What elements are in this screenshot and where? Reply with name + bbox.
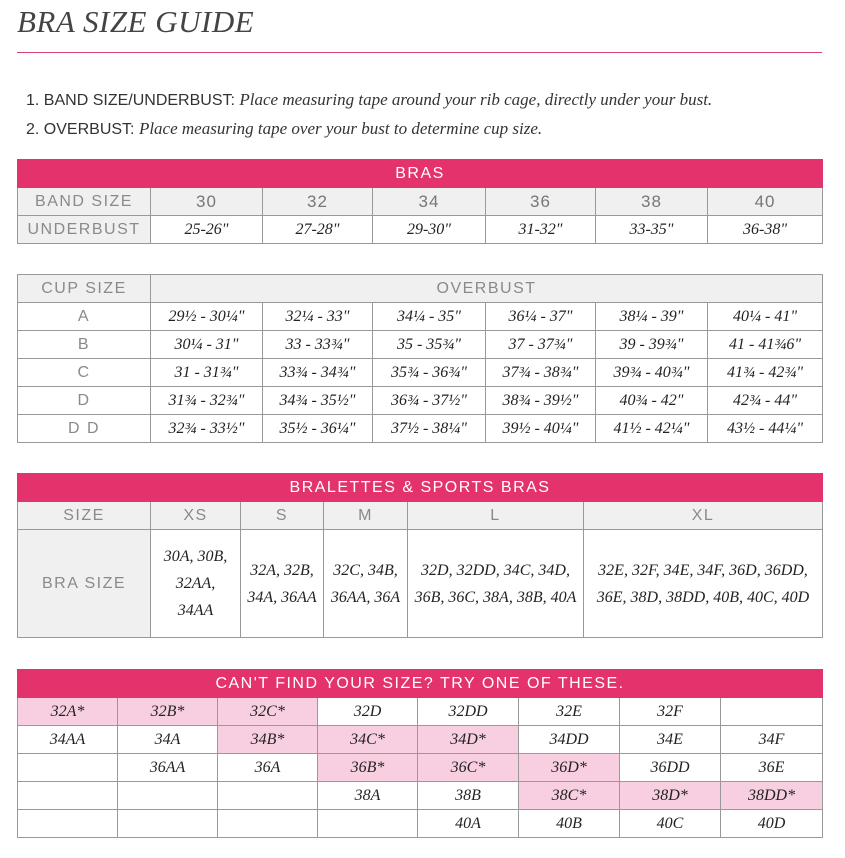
band-size-cell: 40: [708, 188, 823, 216]
measuring-instructions: [26, 86, 712, 144]
size-cell: M: [324, 502, 408, 530]
overbust-cell: 38¾ - 39½": [486, 387, 596, 415]
empty-cell: [118, 810, 218, 838]
overbust-cell: 35¾ - 36¾": [373, 359, 486, 387]
overbust-cell: 37 - 37¾": [486, 331, 596, 359]
sister-size-table: [17, 669, 823, 838]
band-size-cell: 34: [373, 188, 486, 216]
band-size-cell: 38: [596, 188, 708, 216]
empty-cell: [318, 810, 418, 838]
cup-size-table: [17, 274, 823, 443]
instruction-term: BAND SIZE/UNDERBUST:: [43, 92, 235, 109]
sister-size-cell: 40B: [519, 810, 620, 838]
sister-size-cell: 32E: [519, 698, 620, 726]
bra-size-cell: 30A, 30B, 32AA, 34AA: [151, 530, 241, 638]
overbust-cell: 41 - 41¾6": [708, 331, 823, 359]
overbust-cell: 40¼ - 41": [708, 303, 823, 331]
sister-size-cell: 32D: [318, 698, 418, 726]
sister-size-row: [18, 782, 823, 810]
overbust-cell: 37½ - 38¼": [373, 415, 486, 443]
instruction-item: [26, 115, 712, 144]
band-size-label: BAND SIZE: [18, 188, 151, 216]
overbust-cell: 37¾ - 38¾": [486, 359, 596, 387]
underbust-label: UNDERBUST: [18, 216, 151, 244]
sister-size-cell: 40A: [418, 810, 519, 838]
bra-size-cell: 32C, 34B, 36AA, 36A: [324, 530, 408, 638]
overbust-cell: 40¾ - 42": [596, 387, 708, 415]
band-size-cell: 30: [151, 188, 263, 216]
band-size-cell: 36: [486, 188, 596, 216]
sister-size-cell: 32DD: [418, 698, 519, 726]
cup-size-label: CUP SIZE: [18, 275, 151, 303]
cup-letter: A: [18, 303, 151, 331]
size-label: SIZE: [18, 502, 151, 530]
sister-size-cell: 38C*: [519, 782, 620, 810]
overbust-cell: 35 - 35¾": [373, 331, 486, 359]
underbust-cell: 31-32": [486, 216, 596, 244]
empty-cell: [721, 698, 823, 726]
size-cell: L: [408, 502, 584, 530]
sister-size-cell: 34E: [620, 726, 721, 754]
sister-size-cell: 38A: [318, 782, 418, 810]
overbust-cell: 34¼ - 35": [373, 303, 486, 331]
overbust-cell: 35½ - 36¼": [263, 415, 373, 443]
empty-cell: [118, 782, 218, 810]
sister-size-row: [18, 810, 823, 838]
sister-size-cell: 32A*: [18, 698, 118, 726]
overbust-cell: 30¼ - 31": [151, 331, 263, 359]
overbust-cell: 39 - 39¾": [596, 331, 708, 359]
underbust-cell: 27-28": [263, 216, 373, 244]
sister-size-cell: 34B*: [218, 726, 318, 754]
sister-size-cell: 34DD: [519, 726, 620, 754]
size-cell: XS: [151, 502, 241, 530]
title-divider: [17, 52, 822, 53]
sister-size-cell: 32B*: [118, 698, 218, 726]
page-bottom-edge: [0, 845, 845, 858]
band-size-cell: 32: [263, 188, 373, 216]
instruction-number: 2.: [26, 121, 40, 138]
sister-size-cell: 38DD*: [721, 782, 823, 810]
bras-table: [17, 159, 823, 244]
overbust-cell: 42¾ - 44": [708, 387, 823, 415]
bralettes-table: [17, 473, 823, 638]
bras-header: BRAS: [18, 160, 823, 188]
overbust-cell: 31 - 31¾": [151, 359, 263, 387]
size-cell: S: [241, 502, 324, 530]
overbust-cell: 29½ - 30¼": [151, 303, 263, 331]
overbust-cell: 39½ - 40¼": [486, 415, 596, 443]
underbust-cell: 25-26": [151, 216, 263, 244]
overbust-cell: 36¾ - 37½": [373, 387, 486, 415]
overbust-label: OVERBUST: [151, 275, 823, 303]
overbust-cell: 43½ - 44¼": [708, 415, 823, 443]
cup-letter: B: [18, 331, 151, 359]
sister-size-cell: 36C*: [418, 754, 519, 782]
page-title: BRA SIZE GUIDE: [17, 4, 255, 39]
sister-size-cell: 34A: [118, 726, 218, 754]
cup-letter: D: [18, 387, 151, 415]
sister-size-cell: 36DD: [620, 754, 721, 782]
overbust-cell: 31¾ - 32¾": [151, 387, 263, 415]
bra-size-cell: 32E, 32F, 34E, 34F, 36D, 36DD, 36E, 38D, 38DD, 40B, 40C, 40D: [584, 530, 823, 638]
sister-size-header: CAN'T FIND YOUR SIZE? TRY ONE OF THESE.: [18, 670, 823, 698]
underbust-cell: 36-38": [708, 216, 823, 244]
overbust-cell: 32¼ - 33": [263, 303, 373, 331]
instruction-number: 1.: [26, 92, 40, 109]
instruction-text: Place measuring tape over your bust to determine cup size.: [138, 119, 543, 138]
sister-size-cell: 40D: [721, 810, 823, 838]
instruction-item: [26, 86, 712, 115]
sister-size-cell: 36AA: [118, 754, 218, 782]
overbust-cell: 41½ - 42¼": [596, 415, 708, 443]
overbust-cell: 34¾ - 35½": [263, 387, 373, 415]
sister-size-row: [18, 726, 823, 754]
bra-size-label: BRA SIZE: [18, 530, 151, 638]
sister-size-cell: 34C*: [318, 726, 418, 754]
overbust-cell: 32¾ - 33½": [151, 415, 263, 443]
sister-size-cell: 36B*: [318, 754, 418, 782]
bralettes-header: BRALETTES & SPORTS BRAS: [18, 474, 823, 502]
bra-size-cell: 32D, 32DD, 34C, 34D, 36B, 36C, 38A, 38B, 40A: [408, 530, 584, 638]
sister-size-cell: 32F: [620, 698, 721, 726]
instruction-text: Place measuring tape around your rib cage, directly under your bust.: [239, 90, 713, 109]
overbust-cell: 33¾ - 34¾": [263, 359, 373, 387]
instruction-term: OVERBUST:: [43, 121, 135, 138]
sister-size-row: [18, 754, 823, 782]
empty-cell: [218, 810, 318, 838]
sister-size-cell: 36A: [218, 754, 318, 782]
sister-size-cell: 34D*: [418, 726, 519, 754]
sister-size-cell: 36E: [721, 754, 823, 782]
empty-cell: [18, 782, 118, 810]
sister-size-cell: 36D*: [519, 754, 620, 782]
sister-size-cell: 32C*: [218, 698, 318, 726]
sister-size-cell: 34F: [721, 726, 823, 754]
overbust-cell: 41¾ - 42¾": [708, 359, 823, 387]
cup-letter: C: [18, 359, 151, 387]
underbust-cell: 33-35": [596, 216, 708, 244]
sister-size-cell: 38B: [418, 782, 519, 810]
overbust-cell: 38¼ - 39": [596, 303, 708, 331]
empty-cell: [18, 754, 118, 782]
sister-size-cell: 38D*: [620, 782, 721, 810]
cup-letter: D D: [18, 415, 151, 443]
overbust-cell: 33 - 33¾": [263, 331, 373, 359]
overbust-cell: 36¼ - 37": [486, 303, 596, 331]
sister-size-cell: 34AA: [18, 726, 118, 754]
size-cell: XL: [584, 502, 823, 530]
bra-size-cell: 32A, 32B, 34A, 36AA: [241, 530, 324, 638]
sister-size-cell: 40C: [620, 810, 721, 838]
empty-cell: [218, 782, 318, 810]
empty-cell: [18, 810, 118, 838]
sister-size-row: [18, 698, 823, 726]
underbust-cell: 29-30": [373, 216, 486, 244]
overbust-cell: 39¾ - 40¾": [596, 359, 708, 387]
